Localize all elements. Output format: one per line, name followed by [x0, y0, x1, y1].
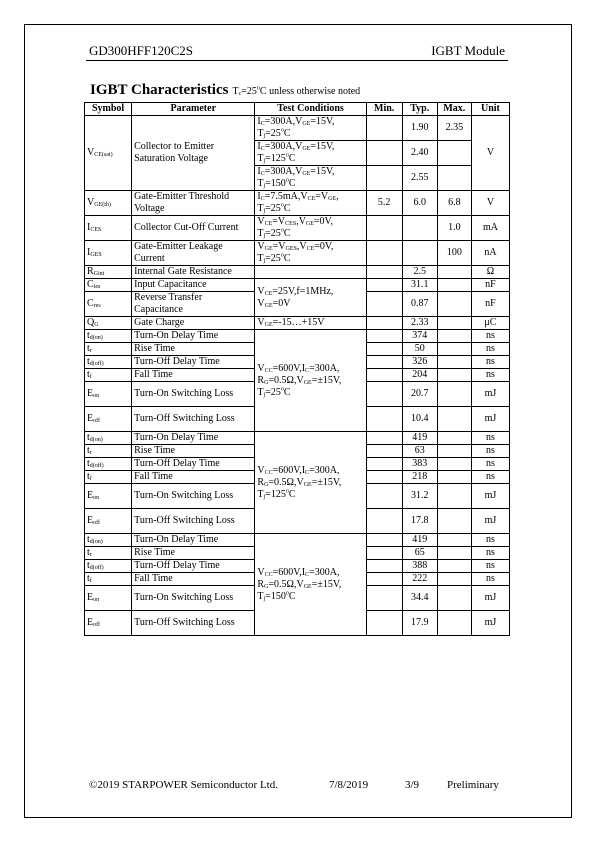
symbol-cell: $t_r$: [85, 547, 132, 560]
max-cell: [437, 141, 471, 166]
min-cell: [366, 509, 402, 534]
unit-cell: nF: [471, 279, 509, 292]
unit-cell: ns: [471, 432, 509, 445]
max-cell: [437, 356, 471, 369]
table-row: [85, 279, 510, 292]
cond-cell: $I_C=300A,V_{GE}=15V$, $T_j=150^oC$: [255, 166, 366, 191]
min-cell: [366, 343, 402, 356]
unit-cell: ns: [471, 330, 509, 343]
max-cell: 100: [437, 241, 471, 266]
min-cell: [366, 166, 402, 191]
cond-cell: $V_{GE}=V_{GES},V_{CE}=0V$, $T_j=25^oC$: [255, 241, 366, 266]
typ-cell: 65: [402, 547, 437, 560]
cond-cell: $V_{CC}=600V,I_C=300A$, $R_G=0.5\Omega,V_{GE}=\pm 15V$, $T_j=25^oC$: [255, 330, 366, 432]
symbol-cell: $V_{CE(sat)}$: [85, 116, 132, 191]
typ-cell: 383: [402, 458, 437, 471]
param-cell: Collector to Emitter Saturation Voltage: [132, 116, 255, 191]
table-row: [85, 330, 510, 343]
unit-cell: mJ: [471, 382, 509, 407]
cond-cell: $V_{CE}=25V,f=1MHz$, $V_{GE}=0V$: [255, 279, 366, 317]
param-cell: Rise Time: [132, 547, 255, 560]
symbol-cell: $E_{off}$: [85, 509, 132, 534]
unit-cell: mJ: [471, 611, 509, 636]
unit-cell: μC: [471, 317, 509, 330]
unit-cell: mJ: [471, 484, 509, 509]
section-title-text: IGBT Characteristics: [90, 82, 229, 98]
max-cell: [437, 560, 471, 573]
unit-cell: ns: [471, 534, 509, 547]
param-cell: Turn-On Delay Time: [132, 534, 255, 547]
typ-cell: 2.33: [402, 317, 437, 330]
unit-cell: V: [471, 191, 509, 216]
footer-page: 3/9: [405, 779, 420, 791]
min-cell: [366, 534, 402, 547]
param-cell: Collector Cut-Off Current: [132, 216, 255, 241]
cond-cell: $V_{CC}=600V,I_C=300A$, $R_G=0.5\Omega,V_{GE}=\pm 15V$, $T_j=150^oC$: [255, 534, 366, 636]
symbol-cell: $t_f$: [85, 471, 132, 484]
param-cell: Turn-Off Switching Loss: [132, 407, 255, 432]
typ-cell: [402, 216, 437, 241]
max-cell: [437, 445, 471, 458]
cond-cell: $I_C=7.5mA,V_{CE}=V_{GE}$, $T_j=25^oC$: [255, 191, 366, 216]
param-cell: Turn-Off Delay Time: [132, 356, 255, 369]
symbol-cell: $t_{d(on)}$: [85, 534, 132, 547]
header-rule: [86, 60, 508, 61]
min-cell: [366, 266, 402, 279]
unit-cell: ns: [471, 356, 509, 369]
typ-cell: 326: [402, 356, 437, 369]
symbol-cell: $I_{GES}$: [85, 241, 132, 266]
typ-cell: 2.5: [402, 266, 437, 279]
min-cell: [366, 586, 402, 611]
min-cell: [366, 560, 402, 573]
typ-cell: 6.0: [402, 191, 437, 216]
param-cell: Rise Time: [132, 343, 255, 356]
min-cell: [366, 458, 402, 471]
param-cell: Turn-On Delay Time: [132, 330, 255, 343]
typ-cell: 17.9: [402, 611, 437, 636]
unit-cell: mJ: [471, 509, 509, 534]
unit-cell: ns: [471, 369, 509, 382]
min-cell: [366, 279, 402, 292]
cond-cell: $I_C=300A,V_{GE}=15V$, $T_j=125^oC$: [255, 141, 366, 166]
param-cell: Input Capacitance: [132, 279, 255, 292]
page-header: [89, 43, 505, 59]
typ-cell: 10.4: [402, 407, 437, 432]
symbol-cell: $C_{res}$: [85, 292, 132, 317]
unit-cell: ns: [471, 547, 509, 560]
col-header: Unit: [471, 103, 509, 116]
symbol-cell: $V_{GE(th)}$: [85, 191, 132, 216]
typ-cell: 2.40: [402, 141, 437, 166]
symbol-cell: $t_f$: [85, 573, 132, 586]
param-cell: Fall Time: [132, 369, 255, 382]
col-header: Max.: [437, 103, 471, 116]
typ-cell: 17.8: [402, 509, 437, 534]
min-cell: [366, 216, 402, 241]
max-cell: [437, 458, 471, 471]
cond-cell: $V_{CE}=V_{CES},V_{GE}=0V$, $T_j=25^oC$: [255, 216, 366, 241]
max-cell: [437, 317, 471, 330]
symbol-cell: $t_f$: [85, 369, 132, 382]
col-header: Symbol: [85, 103, 132, 116]
min-cell: [366, 547, 402, 560]
max-cell: [437, 471, 471, 484]
min-cell: 5.2: [366, 191, 402, 216]
min-cell: [366, 369, 402, 382]
typ-cell: 2.55: [402, 166, 437, 191]
igbt-characteristics-table: [84, 102, 510, 636]
doc-type: IGBT Module: [431, 43, 505, 58]
param-cell: Reverse Transfer Capacitance: [132, 292, 255, 317]
param-cell: Internal Gate Resistance: [132, 266, 255, 279]
min-cell: [366, 432, 402, 445]
min-cell: [366, 292, 402, 317]
symbol-cell: $C_{ies}$: [85, 279, 132, 292]
min-cell: [366, 356, 402, 369]
section-title: [90, 81, 360, 99]
table-row: [85, 241, 510, 266]
typ-cell: 218: [402, 471, 437, 484]
symbol-cell: $t_{d(off)}$: [85, 560, 132, 573]
max-cell: [437, 330, 471, 343]
param-cell: Turn-Off Switching Loss: [132, 509, 255, 534]
unit-cell: V: [471, 116, 509, 191]
max-cell: 1.0: [437, 216, 471, 241]
min-cell: [366, 484, 402, 509]
typ-cell: 374: [402, 330, 437, 343]
max-cell: [437, 343, 471, 356]
symbol-cell: $E_{off}$: [85, 407, 132, 432]
cond-cell: [255, 266, 366, 279]
footer-copyright: ©2019 STARPOWER Semiconductor Ltd.: [89, 779, 278, 791]
min-cell: [366, 141, 402, 166]
symbol-cell: $E_{off}$: [85, 611, 132, 636]
table-row: [85, 534, 510, 547]
typ-cell: 31.1: [402, 279, 437, 292]
typ-cell: 34.4: [402, 586, 437, 611]
min-cell: [366, 330, 402, 343]
symbol-cell: $R_{Gint}$: [85, 266, 132, 279]
unit-cell: mA: [471, 216, 509, 241]
footer-date: 7/8/2019: [329, 779, 369, 791]
max-cell: [437, 573, 471, 586]
symbol-cell: $t_{d(on)}$: [85, 432, 132, 445]
max-cell: 6.8: [437, 191, 471, 216]
min-cell: [366, 471, 402, 484]
table-row: [85, 432, 510, 445]
max-cell: [437, 279, 471, 292]
param-cell: Turn-Off Delay Time: [132, 458, 255, 471]
param-cell: Turn-On Switching Loss: [132, 484, 255, 509]
param-cell: Fall Time: [132, 471, 255, 484]
unit-cell: ns: [471, 573, 509, 586]
typ-cell: 419: [402, 432, 437, 445]
table-row: [85, 266, 510, 279]
cond-cell: $I_C=300A,V_{GE}=15V$, $T_j=25^oC$: [255, 116, 366, 141]
col-header: Test Conditions: [255, 103, 366, 116]
min-cell: [366, 116, 402, 141]
typ-cell: 0.87: [402, 292, 437, 317]
table-row: [85, 191, 510, 216]
table-header-row: [85, 103, 510, 116]
part-number: GD300HFF120C2S: [89, 43, 194, 58]
min-cell: [366, 382, 402, 407]
symbol-cell: $E_{on}$: [85, 586, 132, 611]
unit-cell: ns: [471, 458, 509, 471]
max-cell: [437, 611, 471, 636]
max-cell: [437, 407, 471, 432]
min-cell: [366, 611, 402, 636]
unit-cell: Ω: [471, 266, 509, 279]
typ-cell: 20.7: [402, 382, 437, 407]
unit-cell: ns: [471, 445, 509, 458]
param-cell: Gate-Emitter Threshold Voltage: [132, 191, 255, 216]
min-cell: [366, 317, 402, 330]
section-title-condition: $T_c=25^oC$ unless otherwise noted: [232, 85, 361, 97]
param-cell: Turn-Off Delay Time: [132, 560, 255, 573]
typ-cell: 222: [402, 573, 437, 586]
param-cell: Gate Charge: [132, 317, 255, 330]
min-cell: [366, 241, 402, 266]
footer-status: Preliminary: [447, 779, 499, 791]
param-cell: Turn-Off Switching Loss: [132, 611, 255, 636]
typ-cell: 63: [402, 445, 437, 458]
typ-cell: 204: [402, 369, 437, 382]
param-cell: Turn-On Switching Loss: [132, 586, 255, 611]
max-cell: [437, 432, 471, 445]
max-cell: [437, 484, 471, 509]
max-cell: [437, 547, 471, 560]
symbol-cell: $E_{on}$: [85, 484, 132, 509]
table-row: [85, 216, 510, 241]
col-header: Typ.: [402, 103, 437, 116]
symbol-cell: $t_r$: [85, 445, 132, 458]
unit-cell: ns: [471, 560, 509, 573]
symbol-cell: $t_{d(on)}$: [85, 330, 132, 343]
symbol-cell: $Q_G$: [85, 317, 132, 330]
symbol-cell: $E_{on}$: [85, 382, 132, 407]
unit-cell: nA: [471, 241, 509, 266]
cond-cell: $V_{GE}=-15\dots+15V$: [255, 317, 366, 330]
symbol-cell: $I_{CES}$: [85, 216, 132, 241]
min-cell: [366, 445, 402, 458]
param-cell: Gate-Emitter Leakage Current: [132, 241, 255, 266]
col-header: Min.: [366, 103, 402, 116]
typ-cell: 1.90: [402, 116, 437, 141]
unit-cell: ns: [471, 471, 509, 484]
max-cell: [437, 509, 471, 534]
table-row: [85, 116, 510, 141]
max-cell: [437, 292, 471, 317]
unit-cell: mJ: [471, 407, 509, 432]
symbol-cell: $t_r$: [85, 343, 132, 356]
max-cell: [437, 382, 471, 407]
param-cell: Turn-On Switching Loss: [132, 382, 255, 407]
cond-cell: $V_{CC}=600V,I_C=300A$, $R_G=0.5\Omega,V_{GE}=\pm 15V$, $T_j=125^oC$: [255, 432, 366, 534]
page-footer: [89, 779, 505, 793]
col-header: Parameter: [132, 103, 255, 116]
table-row: [85, 317, 510, 330]
unit-cell: mJ: [471, 586, 509, 611]
typ-cell: 419: [402, 534, 437, 547]
max-cell: [437, 369, 471, 382]
symbol-cell: $t_{d(off)}$: [85, 458, 132, 471]
typ-cell: 388: [402, 560, 437, 573]
min-cell: [366, 573, 402, 586]
param-cell: Rise Time: [132, 445, 255, 458]
unit-cell: nF: [471, 292, 509, 317]
typ-cell: [402, 241, 437, 266]
param-cell: Fall Time: [132, 573, 255, 586]
symbol-cell: $t_{d(off)}$: [85, 356, 132, 369]
max-cell: 2.35: [437, 116, 471, 141]
typ-cell: 50: [402, 343, 437, 356]
min-cell: [366, 407, 402, 432]
typ-cell: 31.2: [402, 484, 437, 509]
unit-cell: ns: [471, 343, 509, 356]
max-cell: [437, 266, 471, 279]
max-cell: [437, 586, 471, 611]
param-cell: Turn-On Delay Time: [132, 432, 255, 445]
max-cell: [437, 534, 471, 547]
max-cell: [437, 166, 471, 191]
